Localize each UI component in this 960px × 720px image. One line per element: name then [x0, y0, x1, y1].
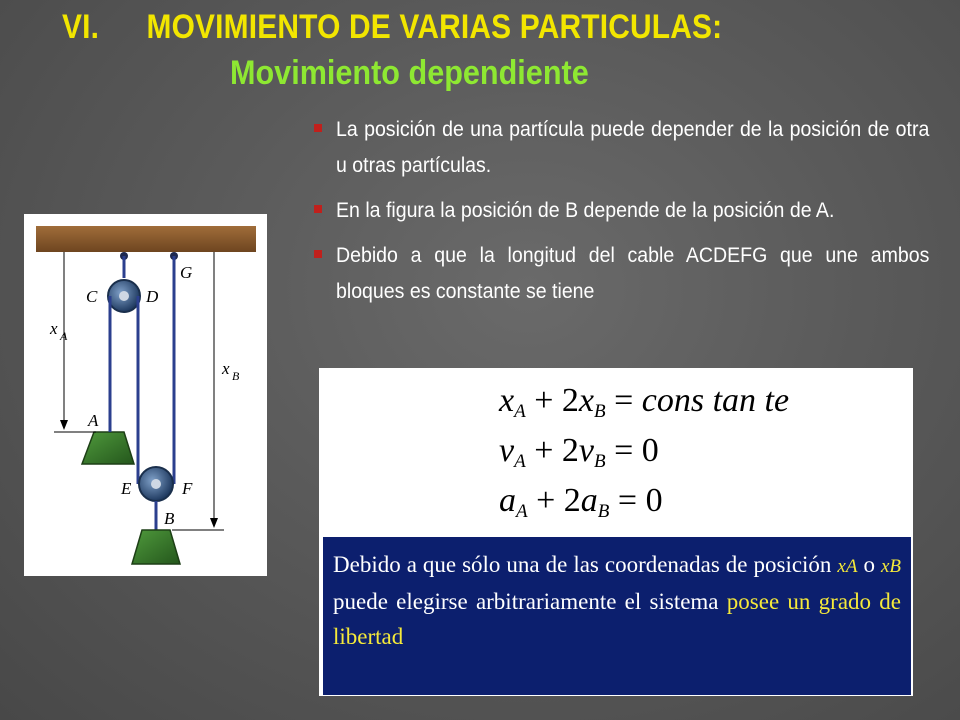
note-text-3: puede elegirse arbitrariamente el sistema	[333, 589, 727, 614]
label-e: E	[121, 479, 132, 498]
bullet-list	[300, 112, 928, 319]
bullet-item	[300, 238, 928, 310]
label-xb-sub: B	[232, 369, 240, 383]
bullet-item	[300, 112, 928, 184]
bullet-marker-icon	[314, 250, 322, 258]
note-coord-xb: xB	[880, 556, 901, 577]
title-number: VI.	[62, 8, 100, 46]
pulley-diagram	[24, 214, 267, 576]
label-xa-sub: A	[60, 329, 68, 343]
note-text-2: o	[857, 552, 881, 577]
label-a: A	[88, 411, 99, 430]
equation-acceleration: $a_A + 2a_B = 0$	[499, 482, 663, 522]
ceiling-beam	[36, 226, 256, 252]
equation-position: $x_A + 2x_B$ = cons tan te	[499, 382, 790, 422]
label-f: F	[182, 479, 193, 498]
note-highlight: posee un grado de libertad	[333, 589, 901, 649]
note-text-1: Debido a que sólo una de las coordenadas de posición	[333, 552, 838, 577]
degrees-of-freedom-note	[322, 536, 912, 696]
slide-title	[62, 8, 836, 47]
label-d: D	[146, 287, 159, 306]
bullet-text: Debido a que la longitud del cable ACDEFG que une ambos bloques es constante se tiene	[336, 244, 930, 303]
label-b: B	[164, 509, 175, 528]
label-xa: x	[50, 319, 58, 338]
slide-subtitle: Movimiento dependiente	[230, 54, 589, 92]
pulley-system-figure	[24, 214, 267, 576]
bullet-item	[300, 193, 928, 229]
bullet-text: La posición de una partícula puede depender de la posición de otra u otras partículas.	[336, 118, 930, 177]
bullet-marker-icon	[314, 205, 322, 213]
block-b	[132, 530, 180, 564]
bullet-marker-icon	[314, 124, 322, 132]
equation-velocity: $v_A + 2v_B = 0$	[499, 432, 659, 472]
block-a	[82, 432, 134, 464]
note-coord-xa: xA	[837, 556, 858, 577]
title-text: MOVIMIENTO DE VARIAS PARTICULAS:	[146, 8, 723, 46]
label-g: G	[180, 263, 193, 282]
label-xb: x	[222, 359, 230, 378]
bullet-text: En la figura la posición de B depende de la posición de A.	[336, 199, 835, 222]
label-c: C	[86, 287, 98, 306]
